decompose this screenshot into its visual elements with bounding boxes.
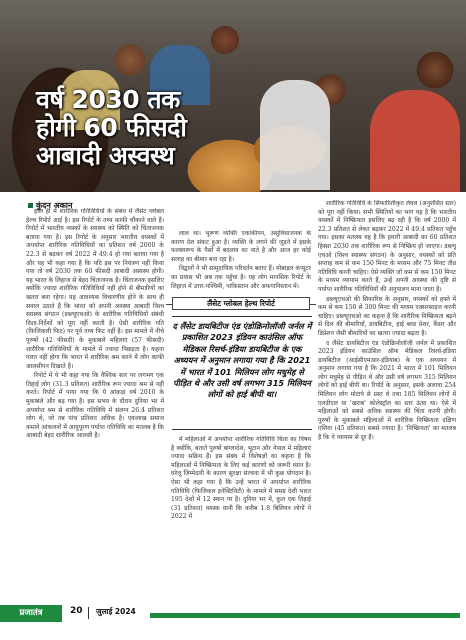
- pull-quote: द लैंसेट डायबिटीज एंड एंडोक्रिनोलॉजी जर्नल में प्रकाशित 2023 इंडियन काउंसिल ऑफ मेडिकल रिसर्च-इंडिया डायबिटीज के एक अध्ययन में अनुमान लगाया गया है कि 2021 में भारत में 101 मिलियन लोग मधुमेह से पीड़ित थे और उसी वर्ष लगभग 315 मिलियन लोगों को हाई बीपी था।: [172, 316, 312, 430]
- section-badge: लैंसेट ग्लोबल हेल्थ रिपोर्ट: [172, 297, 310, 310]
- article-column-2-bottom: [171, 436, 311, 598]
- publication-logo: प्रजातंत्र: [0, 605, 62, 622]
- issue-date: जुलाई 2024: [96, 607, 136, 616]
- paragraph: डब्ल्यूएचओ की सिफारिश के अनुसार, वयस्कों को हफ्ते में कम से कम 150 से 300 मिनट की मध्यम एक्सरसाइज करनी चाहिए। डब्ल्यूएचओ का कहना है कि शारीरिक निष्क्रियता बढ़ने से दिल की बीमारियाँ, डायबिटीज, हाई ब्लड प्रेशर, कैंसर और डिप्रेशन जैसी बीमारियों का खतरा ज्यादा बढ़ता है।: [318, 295, 456, 337]
- paragraph: रिपोर्ट में ये भी कहा गया कि वैश्विक स्तर पर लगभग एक तिहाई लोग (31.3 प्रतिशत) शारीरिक रूप ज्यादा श्रम से नहीं करते। रिपोर्ट में पाया गया कि ये आंकड़ा वर्ष 2010 के मुकाबले और बढ़ गया है। इस सभय के दौरान दुनिया भर में अपर्याप्त श्रम से शारीरिक गतिविधि में संलग्न 26.4 प्रतिशत लोग थे, जो तब पांच प्रतिशत अधिक है। एकलाख समाज कमाने आंकलनों में आयुपूरण पर्याप्त गतिविधि का मतलब है कि आबादी बेहद शारीरिक आलसी है।: [26, 372, 164, 440]
- article-headline: [36, 86, 286, 170]
- photo-figure: [370, 90, 460, 192]
- headline-line-2: होगी 60 फीसदी: [36, 113, 187, 142]
- paragraph: शारीरिक गतिविधि के सिफारिशीकृत लेवल (अनुशंसित स्तर) को पूरा नहीं किया। सभी स्थितियों का भाग यह है कि भारतीय वयस्कों में निष्क्रियता इसलिए बढ़ रही है कि वर्ष 2000 में 22.3 प्रतिशत से लेकर बढ़कर 2022 में 49.4 प्रतिशत पहुँच गया। इसका मतलब यह है कि हमारी आबादी का 60 प्रतिशत हिस्सा 2030 तक शारीरिक रूप से निष्क्रिय हो जाएगा। डब्ल्यू एचओ (विश्व स्वास्थ्य संगठन) के अनुसार, वयस्कों को प्रति सप्ताह कम से कम 150 मिनट के मध्यम और 75 मिनट तीव्र गतिविधि करनी चाहिए। ऐसे व्यक्ति जो कम से कम 150 मिनट के मध्यम व्यायाम करते हैं, उन्हें अपनी अवस्था की दृष्टि से पर्याप्त शारीरिक गतिविधियों की अनुपालन माना जाता है।: [318, 200, 456, 293]
- page-number: 20: [70, 606, 83, 616]
- footer-rule: [150, 613, 460, 618]
- paragraph: द लैंसेट डायबिटीज एंड एंडोक्रिनोलॉजी जर्नल में प्रकाशित 2023 इंडियन काउंसिल ऑफ मेडिकल रिसर्च-इंडिया डायबिटीज (आईसीएमआर-इंडियाब) के एक अध्ययन में अनुमान लगाया गया है कि 2021 में भारत में 101 मिलियन लोग मधुमेह से पीड़ित थे और उसी वर्ष लगभग 315 मिलियन लोगों को हाई बीपी था। रिपोर्ट के अनुसार, इसके अलावा 254 मिलियन लोग मोटापे से ग्रस्त थे तथा 185 मिलियन लोगों में एलडीएल या 'खराब' कोलेस्ट्रॉल का स्तर ऊंचा था। ऐसे में महिलाओं को सबसे अधिक स्वास्थ्य की चिंता करनी होगी। पुरुषों के मुकाबले महिलाओं में शारीरिक निष्क्रियता दक्षिण एशिया (45 प्रतिशत) सबसे ज्यादा है। 'निष्क्रियता' का मतलब है कि वे व्यायाम से दूर हैं।: [318, 339, 456, 442]
- paragraph: में महिलाओं में अपर्याप्त शारीरिक गतिविधि चिंता का विषय है क्योंकि, बताते पुरुषों बांग्लादेश, भूटान और नेपाल में महिलाएं ज्यादा सक्रिय हैं। इस संबंध में विशेषज्ञों का कहना है कि महिलाओं में निष्क्रियता के लिए कई कारणों को जरूरी ध्यान है। घरेलू जिम्मेदारी के कारण सुरक्षा संरचना में भी कुछ योगदान है। ऐसा भी कहा गया है कि उन्हें भारत में अपर्याप्त शारीरिक गतिविधि (फिजिकल इनेक्टिविटी) के मामले में समग्र देशी भारत 195 देशों में 12 स्थान पर है। दुनिया भर में, कुल एक तिहाई (31 प्रतिशत) वयस्क यानी कि करीब 1.8 बिलियन लोगों ने 2022 में: [171, 436, 311, 521]
- footer-divider: [88, 607, 89, 619]
- article-column-3: [318, 200, 456, 598]
- paragraph: हाल ही में शारीरिक गतिविधियों के संबंध में लैंसेट ग्लोबल हेल्थ रिपोर्ट आई है। इस रिपोर्ट के तथ्य काफी चौंकाने वाले हैं। रिपोर्ट में भारतीय व्यस्कों के स्वास्थ्य को स्थिति को चिंताजनक बताया गया है। इस रिपोर्ट के अनुसार भारतीय वयस्कों में अपर्याप्त शारीरिक गतिविधियों का प्रतिशत वर्ष 2000 के 22.3 से बढ़कर वर्ष 2022 में 49.4 हो गया बताया गया है और यह भी कहा गया है कि यदि इस पर नियंत्रण नहीं किया गया तो वर्ष 2030 तक 60 फीसदी आबादी अस्वस्थ होगी। यह भारत के लिहाज से बेहद चिंताजनक है। चिंताजनक इसलिए क्योंकि ज्यादा शारीरिक गतिविधियाँ नहीं होने से बीमारियों का खतरा बना रहेगा। यह आवश्यक विचारणीय होने के साथ ही सवाल उठाते हैं कि भारत को अपनी अवस्था आबादी विश्व स्वास्थ्य संगठन (डब्ल्यूएचओ) के शारीरिक गतिविधियों संबंधी दिशा-निर्देशों को पूरा नहीं करती है। ऐसी शारीरिक गति (फिजिकली फिट) पर पूर्व तथ्य फिट नहीं है। इस मामले में नीचे पुरुषों (42 फीसदी) के मुकाबले महिलाएं (57 फीसदी) शारीरिक गतिविधियों के मामले में ज्यादा पिछड़ता है। कहना गलत नहीं होगा कि भारत में शारीरिक श्रम करने में लोग काफी आलसीपन दिखाते हैं।: [26, 208, 164, 370]
- hero-photo: [0, 0, 466, 192]
- author-byline: कुंदन अकान: [28, 200, 72, 211]
- paragraph: लाल था। भूरूण व्यक्ति एकाकीपन, असुविधाजनक के कारण देश संकट हुआ है। व्यक्ति के लगने की जुड़ने में इसके फलस्वरूप के पैसों में बदलाव का नाते है और आज हर कोई सलाह का बीमार बना रहा है।: [171, 230, 311, 263]
- page-footer: [0, 605, 466, 640]
- article-column-2-top: [171, 230, 311, 290]
- headline-line-1: वर्ष 2030 तक: [36, 85, 180, 114]
- headline-line-3: आबादी अस्वस्थ: [36, 141, 175, 170]
- paragraph: विद्वानों ने भी सामुदायिक परिवर्तन बताए हैं। मोबाइल कंप्यूटर का प्रयास भी अब तक पहुँचा है। यह लोग मानसिक रिपोर्ट के लिहाज में उत्तर-पश्चिमी, पाकिस्तान और अफगानिस्तान में।: [171, 265, 311, 290]
- article-column-1: [26, 208, 164, 598]
